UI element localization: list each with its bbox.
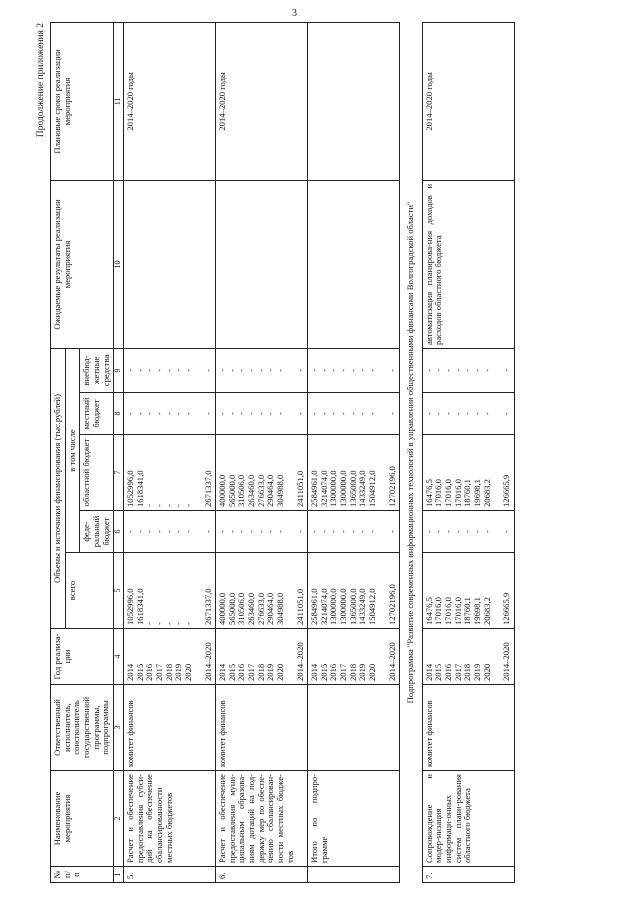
regional-cell-value: 1433249,0 [357, 469, 368, 507]
continuation-label: Продолжение приложения 2 [36, 22, 46, 137]
line-spacer [194, 556, 204, 625]
local-cell-value: - [125, 411, 136, 415]
federal-cell-value: - [357, 529, 368, 533]
measure-name-cell: Расчет и обеспечение предоставления муни-ципальным образова-ниям дотаций на под-держку мер по обеспе-чению сбалансирован-ности местных бюдже-тов [216, 770, 308, 866]
header-federal: феде-ральный бюджет [80, 510, 114, 552]
federal-cell-value: - [236, 529, 247, 533]
regional-cell-value: 1618341,0 [134, 469, 145, 507]
line-spacer [378, 632, 388, 681]
column-number: 6 [114, 510, 124, 552]
header-total: всего [65, 552, 114, 628]
federal-cell-value: - [328, 529, 339, 533]
header-row [51, 22, 66, 882]
total-cell-value: 3214074,0 [318, 587, 329, 625]
federal-cell-value: - [309, 529, 320, 533]
total-cell-value: 1300000,0 [338, 587, 348, 625]
federal-cell-value: - [173, 529, 184, 533]
local-cell-value: - [423, 411, 434, 415]
regional-cell-value: 2584961,0 [309, 469, 320, 507]
local-cell-value: - [236, 411, 247, 415]
line-spacer [286, 351, 296, 388]
total-cell-value: 19698,1 [471, 596, 482, 625]
year-cell [308, 628, 400, 684]
extra-cell-value: - [182, 368, 193, 372]
extra-cell-value: - [226, 368, 237, 372]
total-cell-value: 20683,2 [481, 596, 492, 625]
total-cell-value: 1504912,0 [366, 587, 377, 625]
column-number: 2 [114, 770, 124, 866]
year-cell-value: 2014 [423, 663, 434, 681]
year-cell-value: 2015 [433, 663, 444, 681]
local-cell-value: - [433, 411, 444, 415]
federal-cell-value: - [347, 529, 358, 533]
table-body [124, 22, 515, 882]
regional-cell-value: - [173, 503, 184, 507]
regional-cell-period-value: 2671337,0 [202, 469, 213, 507]
executor-cell: комитет финансов [422, 684, 514, 770]
executor-cell: комитет финансов [124, 684, 216, 770]
local-cell-value: - [328, 411, 339, 415]
total-row [308, 22, 400, 882]
measure-name-cell: Расчет и обеспечение предоставления субси-дий на обеспечение сбалансированности местных бюджетов [124, 770, 216, 866]
extra-cell-value: - [144, 368, 155, 372]
year-cell-value: 2019 [471, 663, 482, 681]
total-cell-value: 17016,0 [452, 596, 463, 625]
year-cell-period-value: 2014–2020 [386, 641, 397, 681]
local-cell-value: - [462, 411, 473, 415]
extra-cell-value: - [423, 368, 434, 372]
regional-cell-value: - [154, 503, 164, 507]
year-cell-period-value: 2014–2020 [202, 641, 213, 681]
extra-cell-value: - [154, 368, 164, 372]
year-cell-value: 2017 [452, 663, 463, 681]
header-year: Год реализа-ции [51, 628, 114, 684]
federal-cell-value: - [452, 529, 463, 533]
total-cell-value: 565000,0 [226, 592, 237, 625]
line-spacer [286, 632, 296, 681]
regional-cell-value: 1052996,0 [125, 469, 136, 507]
regional-cell-value: 290464,0 [265, 474, 276, 507]
local-cell-value: - [471, 411, 482, 415]
federal-cell-value: - [471, 529, 482, 533]
extra-cell-value: - [318, 368, 329, 372]
local-cell-value: - [481, 411, 492, 415]
line-spacer [378, 514, 388, 549]
line-spacer [378, 438, 388, 507]
regional-cell-value: 17016,0 [452, 478, 463, 507]
extra-cell-value: - [125, 368, 136, 372]
total-cell-value: - [144, 621, 155, 625]
total-cell-period-value: 2411051,0 [294, 588, 305, 625]
regional-cell-value: - [182, 503, 193, 507]
local-cell-value: - [154, 411, 164, 415]
extra-cell [308, 348, 400, 392]
regional-cell-value: 1300000,0 [338, 469, 348, 507]
terms-cell: 2014–2020 годы [422, 22, 514, 180]
line-spacer [286, 396, 296, 431]
extra-cell-value: - [347, 368, 358, 372]
line-spacer [286, 514, 296, 549]
federal-cell-value: - [246, 529, 256, 533]
federal-cell-value: - [255, 529, 266, 533]
total-cell-value: 1618341,0 [134, 587, 145, 625]
column-numbers-row [114, 22, 124, 882]
total-cell-value: 1300000,0 [328, 587, 339, 625]
total-cell-value: 1433249,0 [357, 587, 368, 625]
header-name: Наименование мероприятия [51, 770, 114, 866]
total-cell-value: 1365000,0 [347, 587, 358, 625]
local-cell-value: - [255, 411, 266, 415]
column-number: 9 [114, 348, 124, 392]
header-regional: областной бюджет [80, 434, 114, 510]
regional-cell-value: 19698,1 [471, 478, 482, 507]
header-extra: внебюд-жетные средства [80, 348, 114, 392]
regional-cell [124, 434, 216, 510]
year-cell-value: 2016 [236, 663, 247, 681]
total-cell-value: - [154, 621, 164, 625]
terms-cell: 2014–2020 годы [124, 22, 216, 180]
regional-cell-value: 1365000,0 [347, 469, 358, 507]
extra-cell-value: - [433, 368, 444, 372]
total-cell-value: 310506,0 [236, 592, 247, 625]
federal-cell-value: - [366, 529, 377, 533]
regional-cell-value: 304988,0 [274, 474, 285, 507]
year-cell-value: 2016 [144, 663, 155, 681]
total-cell-value: - [173, 621, 184, 625]
total-cell-value: 290464,0 [265, 592, 276, 625]
local-cell-value: - [226, 411, 237, 415]
rotated-sheet [30, 23, 610, 883]
local-cell-value: - [134, 411, 145, 415]
year-cell-value: 2017 [154, 663, 164, 681]
total-cell-value: 17016,0 [433, 596, 444, 625]
total-cell-period-value: 12702196,0 [386, 583, 397, 625]
line-spacer [194, 632, 204, 681]
executor-cell: комитет финансов [216, 684, 308, 770]
total-cell-value: - [182, 621, 193, 625]
year-cell-value: 2014 [309, 663, 320, 681]
table-row [216, 22, 308, 882]
line-spacer [378, 396, 388, 431]
federal-cell-value: - [163, 529, 174, 533]
total-cell [422, 552, 514, 628]
local-cell-value: - [274, 411, 285, 415]
federal-cell-period-value: - [386, 529, 397, 533]
extra-cell-period-value: - [202, 368, 213, 372]
total-cell-value: 263460,0 [246, 592, 256, 625]
local-cell [308, 392, 400, 434]
regional-cell-value: 18760,1 [462, 478, 473, 507]
extra-cell-value: - [274, 368, 285, 372]
column-number: 5 [114, 552, 124, 628]
total-cell-value: 276633,0 [255, 592, 266, 625]
year-cell-value: 2019 [265, 663, 276, 681]
header-including: в том числе [65, 348, 80, 552]
total-label-cell: Итого по подпро-грамме [308, 770, 400, 866]
extra-cell-value: - [236, 368, 247, 372]
subprogram-title: Подпрограмма "Развитие современных информационных технологий в управлении общественными финансами Волгоградской области" [400, 22, 423, 882]
federal-cell-value: - [217, 529, 228, 533]
local-cell-period-value: - [202, 411, 213, 415]
total-cell [124, 552, 216, 628]
extra-cell [124, 348, 216, 392]
column-number: 8 [114, 392, 124, 434]
extra-cell-value: - [265, 368, 276, 372]
year-cell [422, 628, 514, 684]
extra-cell-value: - [452, 368, 463, 372]
regional-cell-value: 1504912,0 [366, 469, 377, 507]
regional-cell-value: 17016,0 [443, 478, 453, 507]
extra-cell [216, 348, 308, 392]
local-cell [124, 392, 216, 434]
extra-cell-value: - [173, 368, 184, 372]
total-cell-value: 16476,5 [423, 596, 434, 625]
federal-cell-value: - [182, 529, 193, 533]
year-cell-value: 2016 [328, 663, 339, 681]
year-cell-value: 2015 [226, 663, 237, 681]
results-cell [216, 180, 308, 348]
regional-cell-period-value: 12702196,0 [386, 465, 397, 507]
total-cell-value: 400000,0 [217, 592, 228, 625]
line-spacer [286, 556, 296, 625]
row-number: 5. [124, 866, 216, 882]
year-cell-value: 2014 [217, 663, 228, 681]
column-number: 1 [114, 866, 124, 882]
year-cell-value: 2018 [462, 663, 473, 681]
regional-cell-value: 17016,0 [433, 478, 444, 507]
federal-cell-value: - [318, 529, 329, 533]
extra-cell-value: - [309, 368, 320, 372]
local-cell-value: - [217, 411, 228, 415]
extra-cell-value: - [462, 368, 473, 372]
header-no: № п/п [51, 866, 114, 882]
federal-cell [216, 510, 308, 552]
extra-cell-value: - [246, 368, 256, 372]
regional-cell [422, 434, 514, 510]
year-cell-value: 2018 [163, 663, 174, 681]
federal-cell-value: - [481, 529, 492, 533]
regional-cell-value: 3214074,0 [318, 469, 329, 507]
page-number: 3 [292, 8, 297, 19]
year-cell-value: 2019 [357, 663, 368, 681]
federal-cell [308, 510, 400, 552]
year-cell-value: 2020 [182, 663, 193, 681]
local-cell-period-value: - [386, 411, 397, 415]
regional-cell-value: - [163, 503, 174, 507]
federal-cell-value: - [134, 529, 145, 533]
local-cell-period-value: - [294, 411, 305, 415]
extra-cell-value: - [328, 368, 339, 372]
federal-cell-value: - [274, 529, 285, 533]
extra-cell-value: - [338, 368, 348, 372]
extra-cell-value: - [217, 368, 228, 372]
total-cell-period-value: 126665,9 [501, 592, 512, 625]
year-cell-value: 2017 [246, 663, 256, 681]
regional-cell-value: 400000,0 [217, 474, 228, 507]
extra-cell-period-value: - [386, 368, 397, 372]
local-cell-value: - [182, 411, 193, 415]
terms-cell [308, 22, 400, 180]
regional-cell-value: 20683,2 [481, 478, 492, 507]
header-local: местный бюджет [80, 392, 114, 434]
regional-cell-value: 16476,5 [423, 478, 434, 507]
local-cell-value: - [357, 411, 368, 415]
year-cell-value: 2018 [255, 663, 266, 681]
federal-cell [124, 510, 216, 552]
extra-cell-value: - [366, 368, 377, 372]
column-number: 11 [114, 22, 124, 180]
local-cell-period-value: - [501, 411, 512, 415]
regional-cell-value: - [144, 503, 155, 507]
year-cell-value: 2020 [274, 663, 285, 681]
executor-cell [308, 684, 400, 770]
local-cell-value: - [246, 411, 256, 415]
extra-cell-value: - [443, 368, 453, 372]
column-number: 7 [114, 434, 124, 510]
federal-cell-value: - [226, 529, 237, 533]
regional-cell [216, 434, 308, 510]
federal-cell-value: - [125, 529, 136, 533]
table-row [124, 22, 216, 882]
column-number: 10 [114, 180, 124, 348]
extra-cell-value: - [357, 368, 368, 372]
total-cell-value: 304988,0 [274, 592, 285, 625]
regional-cell-value: 263460,0 [246, 474, 256, 507]
year-cell-value: 2015 [134, 663, 145, 681]
federal-cell-value: - [144, 529, 155, 533]
line-spacer [194, 514, 204, 549]
subprogram-row [400, 22, 423, 882]
header-financing: Объемы и источники финансирования (тыс.рублей) [51, 348, 66, 628]
total-cell-value: 1052996,0 [125, 587, 136, 625]
year-cell-period-value: 2014–2020 [501, 641, 512, 681]
local-cell-value: - [366, 411, 377, 415]
extra-cell-value: - [255, 368, 266, 372]
local-cell-value: - [452, 411, 463, 415]
local-cell-value: - [318, 411, 329, 415]
results-cell: автоматизация планирова-ния доходов и расходов областного бюджета [422, 180, 514, 348]
line-spacer [194, 396, 204, 431]
year-cell-value: 2016 [443, 663, 453, 681]
year-cell-period-value: 2014–2020 [294, 641, 305, 681]
regional-cell-period-value: 2411051,0 [294, 470, 305, 507]
extra-cell-period-value: - [501, 368, 512, 372]
year-cell-value: 2018 [347, 663, 358, 681]
extra-cell-value: - [481, 368, 492, 372]
total-cell-value: 17016,0 [443, 596, 453, 625]
year-cell-value: 2020 [481, 663, 492, 681]
extra-cell-value: - [471, 368, 482, 372]
regional-cell-value: 1300000,0 [328, 469, 339, 507]
extra-cell-value: - [134, 368, 145, 372]
local-cell [216, 392, 308, 434]
header-results: Ожидаемые результаты реализации мероприятия [51, 180, 114, 348]
line-spacer [194, 438, 204, 507]
year-cell [216, 628, 308, 684]
row-number [308, 866, 400, 882]
local-cell-value: - [144, 411, 155, 415]
federal-cell-period-value: - [501, 529, 512, 533]
column-number: 4 [114, 628, 124, 684]
program-table [50, 21, 515, 882]
results-cell [124, 180, 216, 348]
line-spacer [286, 438, 296, 507]
total-cell-value: 18760,1 [462, 596, 473, 625]
local-cell-value: - [309, 411, 320, 415]
year-cell [124, 628, 216, 684]
year-cell-value: 2014 [125, 663, 136, 681]
year-cell-value: 2015 [318, 663, 329, 681]
federal-cell-value: - [443, 529, 453, 533]
header-terms: Плановые сроки реализации мероприятия [51, 22, 114, 180]
total-cell [216, 552, 308, 628]
extra-cell [422, 348, 514, 392]
federal-cell [422, 510, 514, 552]
regional-cell [308, 434, 400, 510]
row-number: 6. [216, 866, 308, 882]
line-spacer [194, 351, 204, 388]
local-cell-value: - [443, 411, 453, 415]
federal-cell-period-value: - [202, 529, 213, 533]
regional-cell-period-value: 126665,9 [501, 474, 512, 507]
local-cell-value: - [163, 411, 174, 415]
total-cell-value: - [163, 621, 174, 625]
header-executor: Ответственный исполнитель, соисполнитель государственной программы, подпрограммы [51, 684, 114, 770]
federal-cell-value: - [265, 529, 276, 533]
local-cell-value: - [338, 411, 348, 415]
federal-cell-value: - [338, 529, 348, 533]
year-cell-value: 2017 [338, 663, 348, 681]
row-number: 7. [422, 866, 514, 882]
terms-cell: 2014–2020 годы [216, 22, 308, 180]
line-spacer [378, 556, 388, 625]
local-cell [422, 392, 514, 434]
local-cell-value: - [173, 411, 184, 415]
regional-cell-value: 276633,0 [255, 474, 266, 507]
table-row [422, 22, 514, 882]
results-cell [308, 180, 400, 348]
federal-cell-value: - [154, 529, 164, 533]
year-cell-value: 2019 [173, 663, 184, 681]
federal-cell-value: - [423, 529, 434, 533]
federal-cell-value: - [462, 529, 473, 533]
federal-cell-period-value: - [294, 529, 305, 533]
extra-cell-period-value: - [294, 368, 305, 372]
total-cell [308, 552, 400, 628]
total-cell-period-value: 2671337,0 [202, 587, 213, 625]
federal-cell-value: - [433, 529, 444, 533]
local-cell-value: - [265, 411, 276, 415]
local-cell-value: - [347, 411, 358, 415]
regional-cell-value: 565000,0 [226, 474, 237, 507]
regional-cell-value: 310506,0 [236, 474, 247, 507]
extra-cell-value: - [163, 368, 174, 372]
line-spacer [378, 351, 388, 388]
year-cell-value: 2020 [366, 663, 377, 681]
measure-name-cell: Сопровождение и модер-низация информаци-онных систем плани-рования областного бюджета [422, 770, 514, 866]
column-number: 3 [114, 684, 124, 770]
total-cell-value: 2584961,0 [309, 587, 320, 625]
